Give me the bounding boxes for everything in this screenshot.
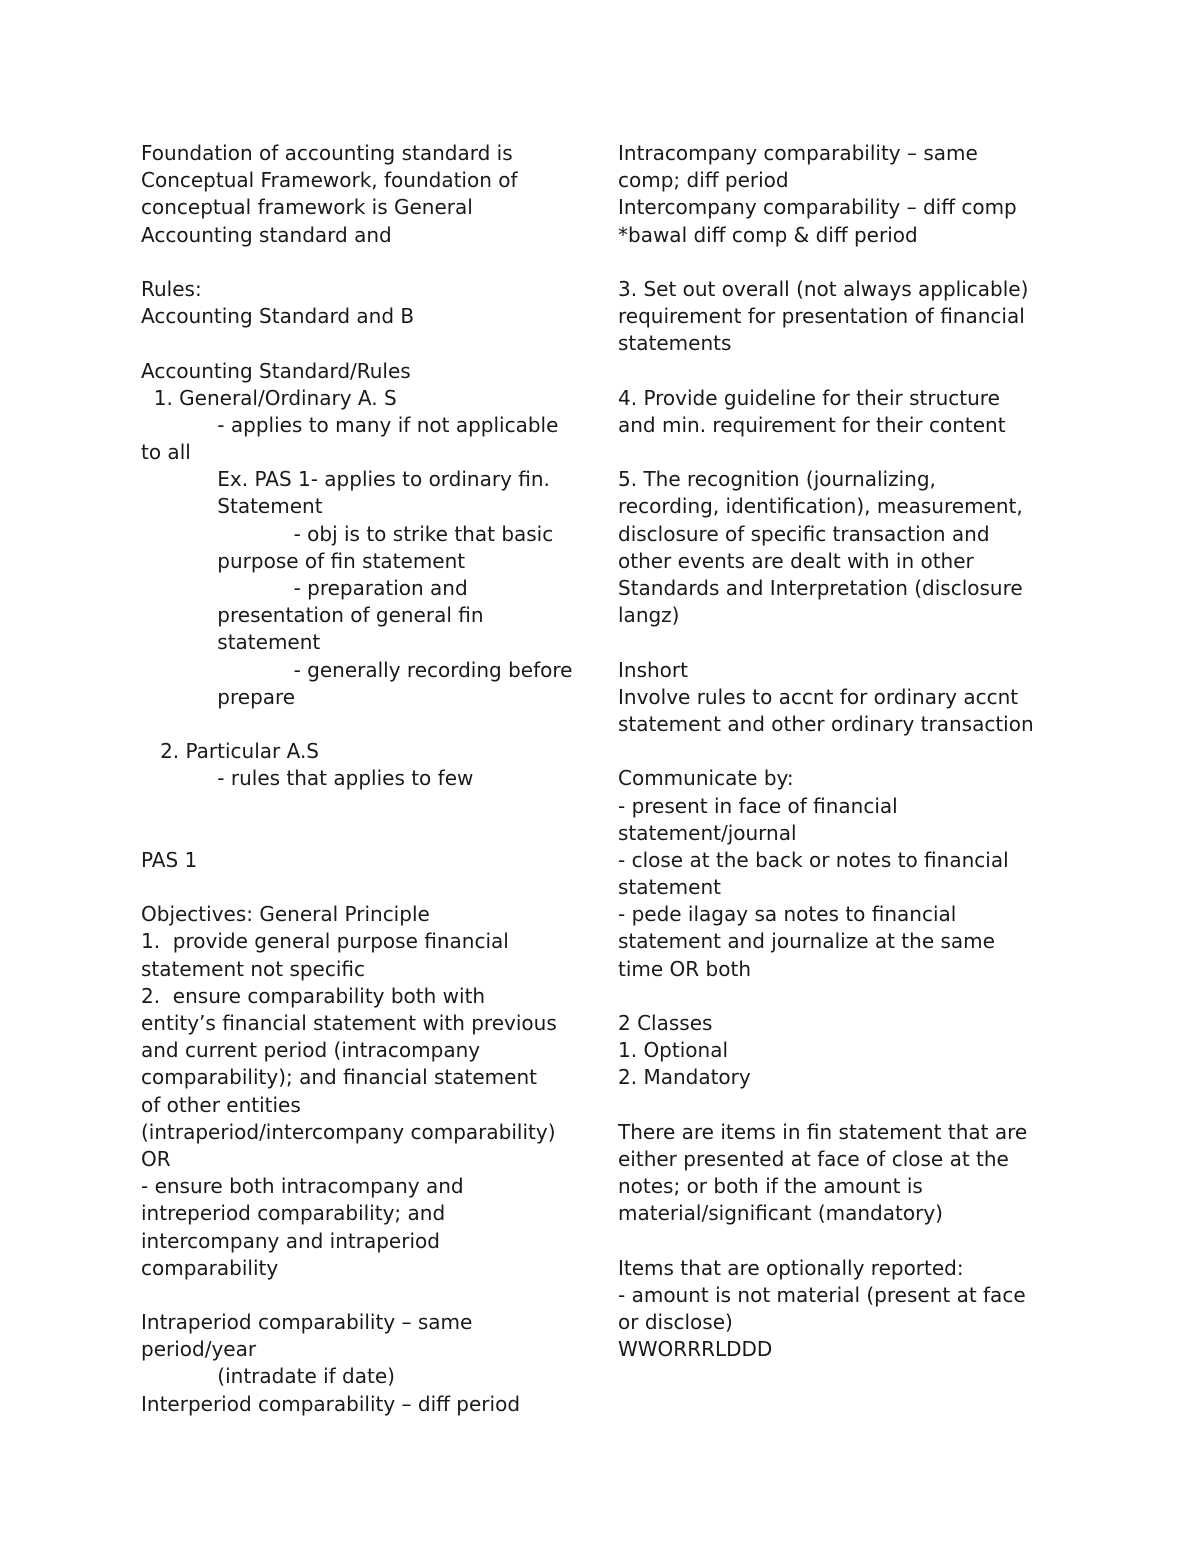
text-line: - close at the back or notes to financial (618, 847, 1009, 872)
blank-line (618, 738, 1078, 765)
text-line: Accounting Standard and B (141, 304, 415, 329)
text-line: OR (141, 1146, 171, 1171)
text-line: 1. General/Ordinary A. S (141, 385, 397, 410)
text-line: 1. Optional (618, 1038, 728, 1063)
text-line: - pede ilagay sa notes to financial (618, 902, 957, 927)
blank-line (618, 1092, 1078, 1119)
text-line: Items that are optionally reported: (618, 1255, 964, 1280)
text-line: notes; or both if the amount is (618, 1174, 923, 1199)
text-line: statement (618, 875, 721, 900)
text-line: Objectives: General Principle (141, 902, 430, 927)
text-line: recording, identification), measurement, (618, 494, 1023, 519)
text-line: Standards and Interpretation (disclosure (618, 576, 1023, 600)
text-line: - rules that applies to few (141, 766, 474, 791)
text-line: statement not specific (141, 956, 366, 981)
text-line: Foundation of accounting standard is (141, 141, 513, 165)
text-line: 2. Mandatory (618, 1065, 751, 1090)
text-line: requirement for presentation of financial (618, 304, 1025, 329)
text-line: 4. Provide guideline for their structure (618, 385, 1000, 410)
text-line: entity’s financial statement with previous (141, 1011, 557, 1035)
text-line: Intercompany comparability – diff comp (618, 195, 1017, 220)
blank-line (618, 1228, 1078, 1255)
blank-line (141, 820, 596, 847)
right-column (618, 140, 1078, 1363)
text-line: 2 Classes (618, 1011, 713, 1035)
text-line: Ex. PAS 1- applies to ordinary fin. (141, 467, 550, 492)
text-line: Statement (141, 494, 323, 519)
left-column (141, 140, 596, 1418)
text-line: and min. requirement for their content (618, 412, 1006, 437)
text-line: - obj is to strike that basic (141, 521, 554, 546)
text-line: intreperiod comparability; and (141, 1201, 446, 1226)
blank-line (141, 249, 596, 276)
text-line: of other entities (141, 1092, 301, 1117)
text-line: - ensure both intracompany and (141, 1174, 464, 1199)
text-line: statement and journalize at the same (618, 929, 995, 954)
text-line: statement/journal (618, 820, 797, 845)
text-line: - applies to many if not applicable (141, 412, 559, 437)
text-line: either presented at face of close at the (618, 1146, 1009, 1171)
text-line: comp; diff period (618, 168, 789, 193)
text-line: Communicate by: (618, 766, 794, 791)
text-line: or disclose) (618, 1310, 733, 1335)
text-line: intercompany and intraperiod (141, 1228, 440, 1253)
blank-line (618, 439, 1078, 466)
text-line: Accounting standard and (141, 222, 392, 247)
text-line: statement and other ordinary transaction (618, 711, 1034, 736)
text-line: (intradate if date) (141, 1364, 395, 1389)
text-line: WWORRRLDDD (618, 1337, 773, 1362)
text-line: statements (618, 331, 732, 356)
text-line: - generally recording before (141, 657, 573, 682)
text-line: 1. provide general purpose financial (141, 929, 509, 954)
text-line: period/year (141, 1337, 257, 1362)
text-line: Rules: (141, 276, 202, 301)
text-line: - preparation and (141, 576, 468, 600)
blank-line (141, 874, 596, 901)
text-line: Intraperiod comparability – same (141, 1310, 473, 1335)
blank-line (618, 629, 1078, 656)
text-line: *bawal diff comp & diff period (618, 222, 918, 247)
text-line: langz) (618, 603, 680, 628)
text-line: statement (141, 630, 321, 655)
text-line: 2. ensure comparability both with (141, 983, 486, 1008)
text-line: Accounting Standard/Rules (141, 358, 411, 383)
text-line: Intracompany comparability – same (618, 141, 978, 165)
text-line: conceptual framework is General (141, 195, 473, 220)
text-line: (intraperiod/intercompany comparability) (141, 1119, 556, 1144)
text-line: PAS 1 (141, 847, 198, 872)
text-line: - amount is not material (present at face (618, 1282, 1026, 1307)
blank-line (141, 330, 596, 357)
blank-line (141, 711, 596, 738)
text-line: There are items in fin statement that are (618, 1119, 1028, 1144)
text-line: comparability (141, 1255, 279, 1280)
blank-line (618, 358, 1078, 385)
blank-line (141, 793, 596, 820)
text-line: time OR both (618, 956, 751, 981)
text-line: and current period (intracompany (141, 1038, 481, 1063)
text-line: 2. Particular A.S (141, 739, 319, 764)
text-line: Involve rules to accnt for ordinary accnt (618, 684, 1019, 709)
blank-line (141, 1282, 596, 1309)
text-line: Interperiod comparability – diff period (141, 1391, 521, 1416)
text-line: comparability); and financial statement (141, 1065, 537, 1090)
blank-line (618, 983, 1078, 1010)
blank-line (618, 249, 1078, 276)
text-line: 3. Set out overall (not always applicable) (618, 276, 1029, 301)
text-line: Conceptual Framework, foundation of (141, 168, 518, 193)
text-line: other events are dealt with in other (618, 548, 974, 573)
text-line: 5. The recognition (journalizing, (618, 467, 936, 492)
text-line: prepare (141, 684, 296, 709)
text-line: - present in face of financial (618, 793, 898, 818)
text-line: to all (141, 440, 191, 465)
text-line: material/significant (mandatory) (618, 1201, 943, 1226)
text-line: Inshort (618, 657, 688, 682)
text-line: presentation of general fin (141, 603, 484, 628)
text-line: disclosure of specific transaction and (618, 521, 990, 546)
text-line: purpose of fin statement (141, 548, 466, 573)
